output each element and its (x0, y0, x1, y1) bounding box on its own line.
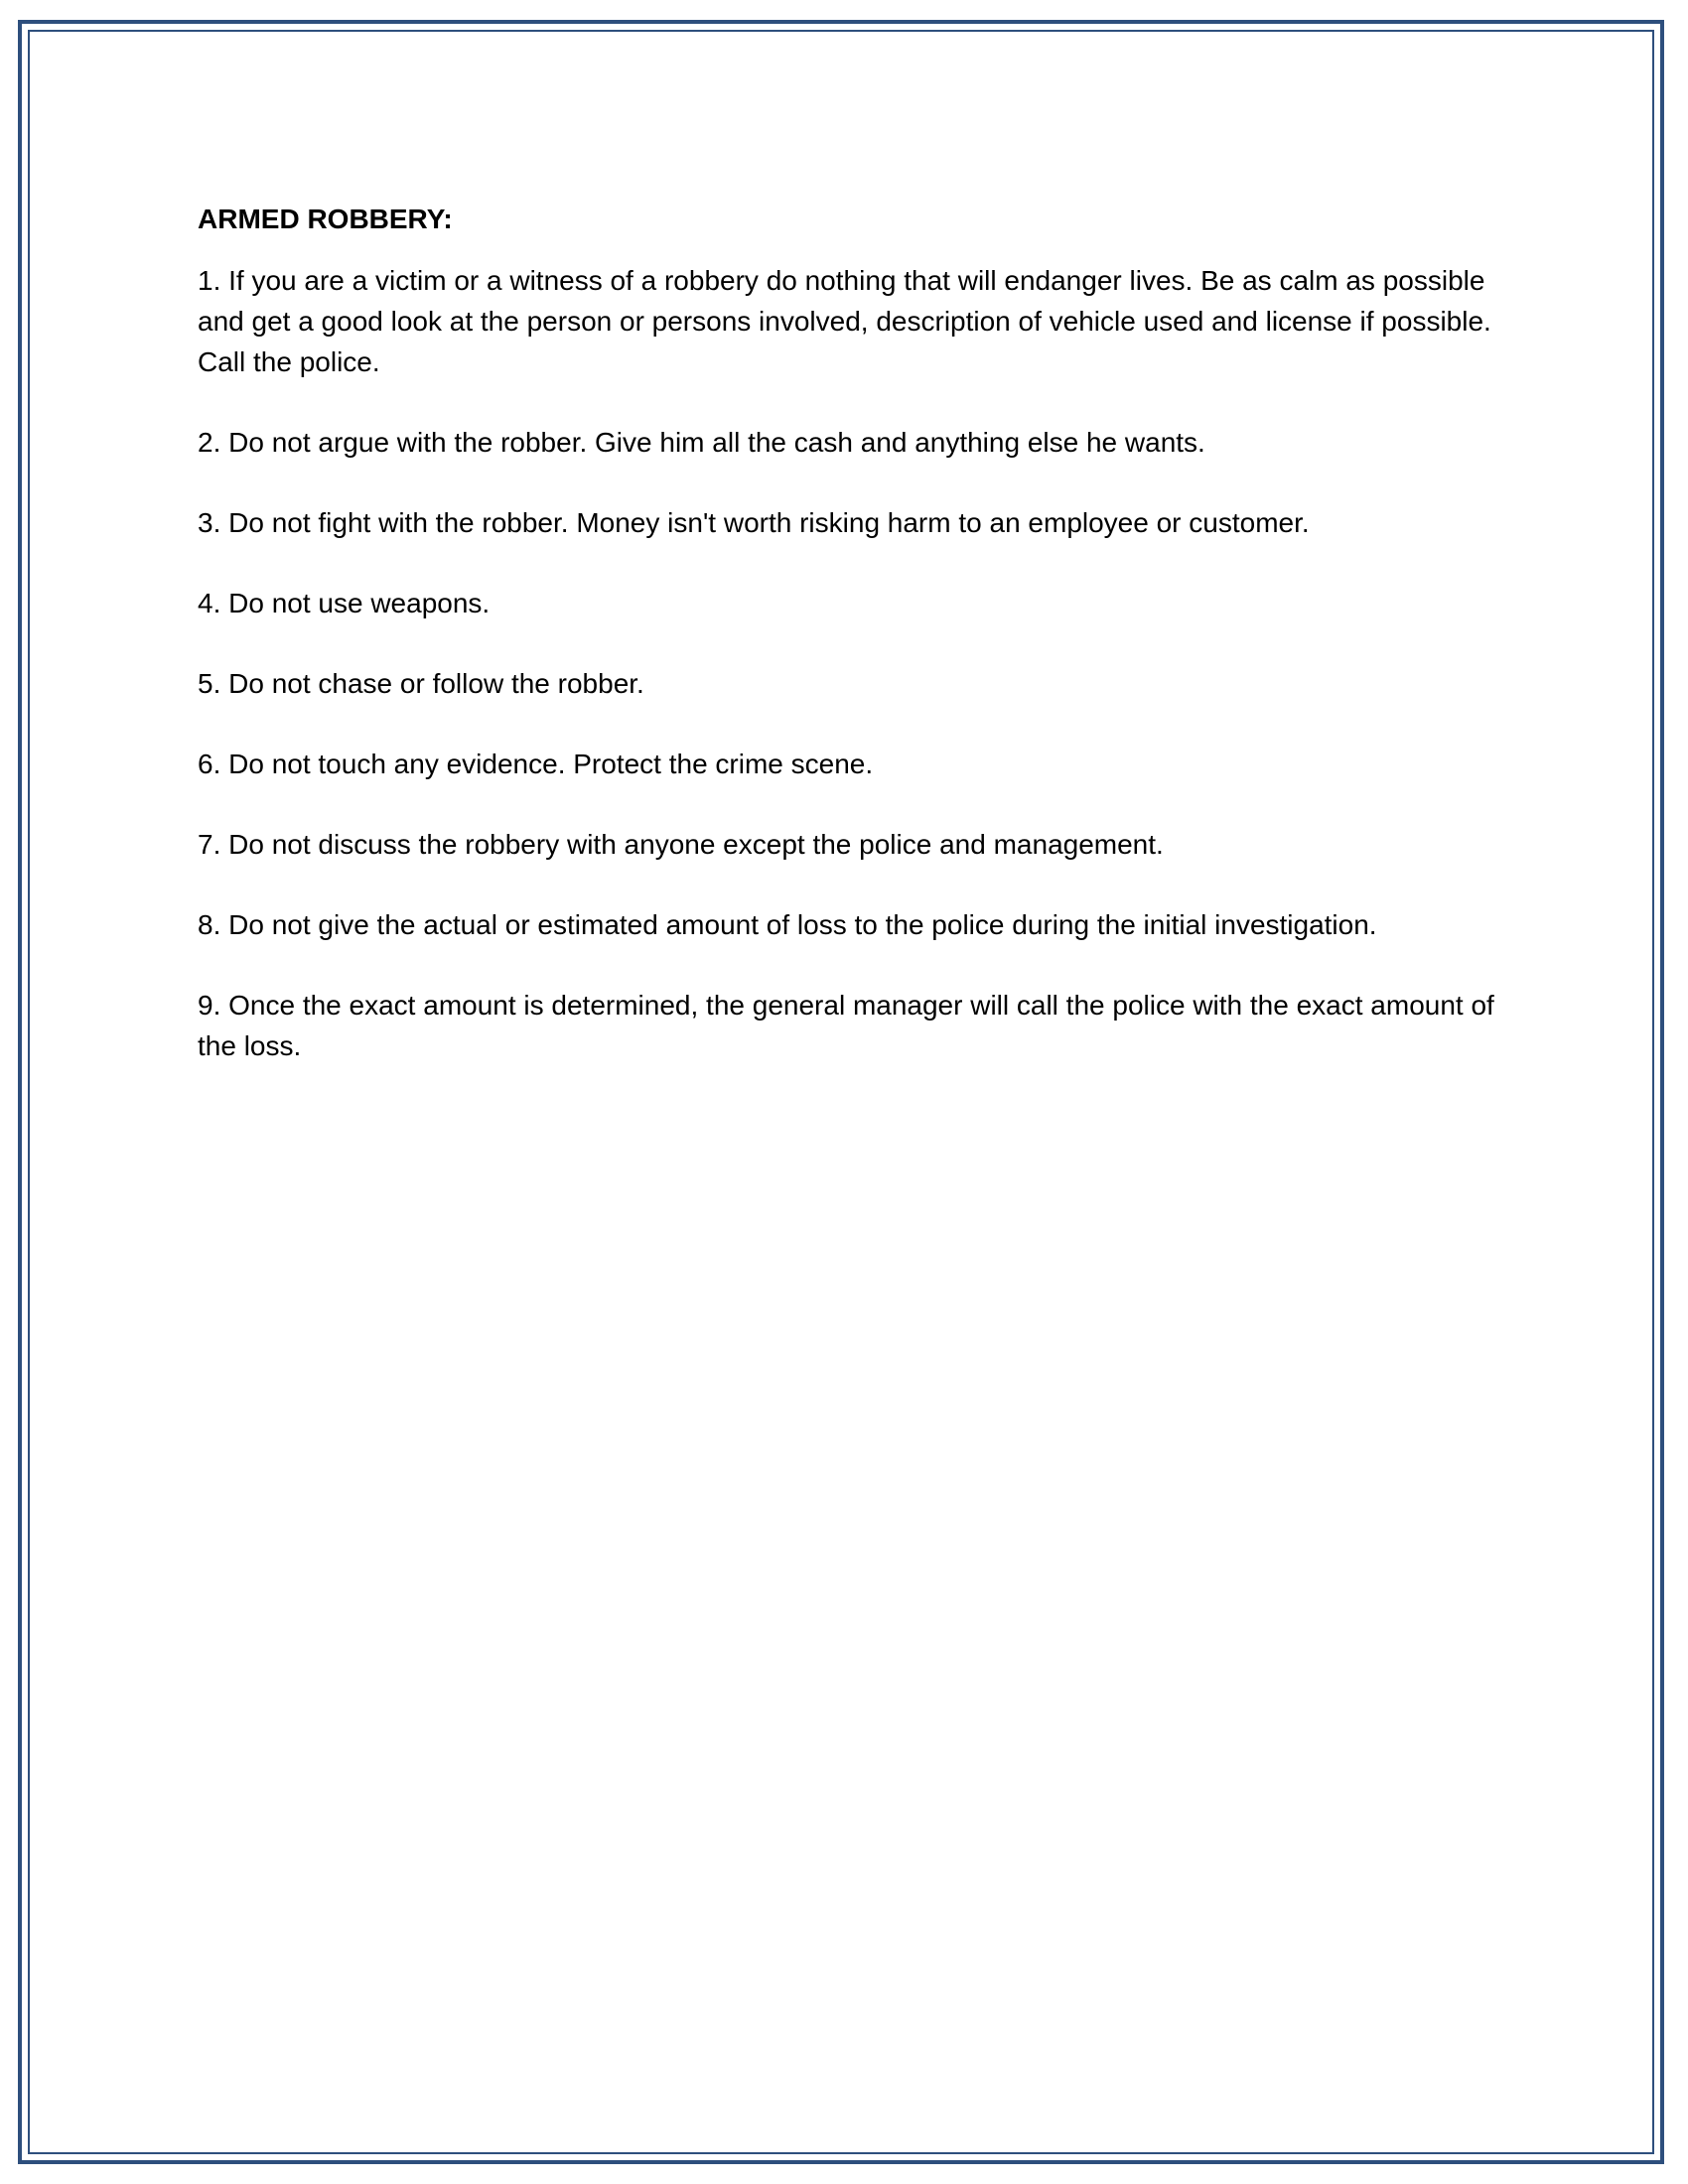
paragraph-2: 2. Do not argue with the robber. Give him all the cash and anything else he wants. (198, 427, 1205, 458)
paragraph-8: 8. Do not give the actual or estimated amount of loss to the police during the initial investigation. (198, 909, 1377, 940)
document-body (198, 199, 1508, 1106)
paragraph-5: 5. Do not chase or follow the robber. (198, 668, 644, 699)
paragraph-9: 9. Once the exact amount is determined, the general manager will call the police with the exact amount of the loss. (198, 990, 1494, 1061)
paragraph-4: 4. Do not use weapons. (198, 588, 491, 618)
paragraph-1: 1. If you are a victim or a witness of a robbery do nothing that will endanger lives. Be as calm as possible and get a good look at the person or persons involved, description of vehicle used and license if possible. Call the police. (198, 265, 1491, 377)
paragraph-6: 6. Do not touch any evidence. Protect the crime scene. (198, 749, 874, 779)
paragraph-7: 7. Do not discuss the robbery with anyone except the police and management. (198, 829, 1164, 860)
paragraph-3: 3. Do not fight with the robber. Money isn't worth risking harm to an employee or customer. (198, 507, 1310, 538)
document-heading: ARMED ROBBERY: (198, 204, 453, 234)
